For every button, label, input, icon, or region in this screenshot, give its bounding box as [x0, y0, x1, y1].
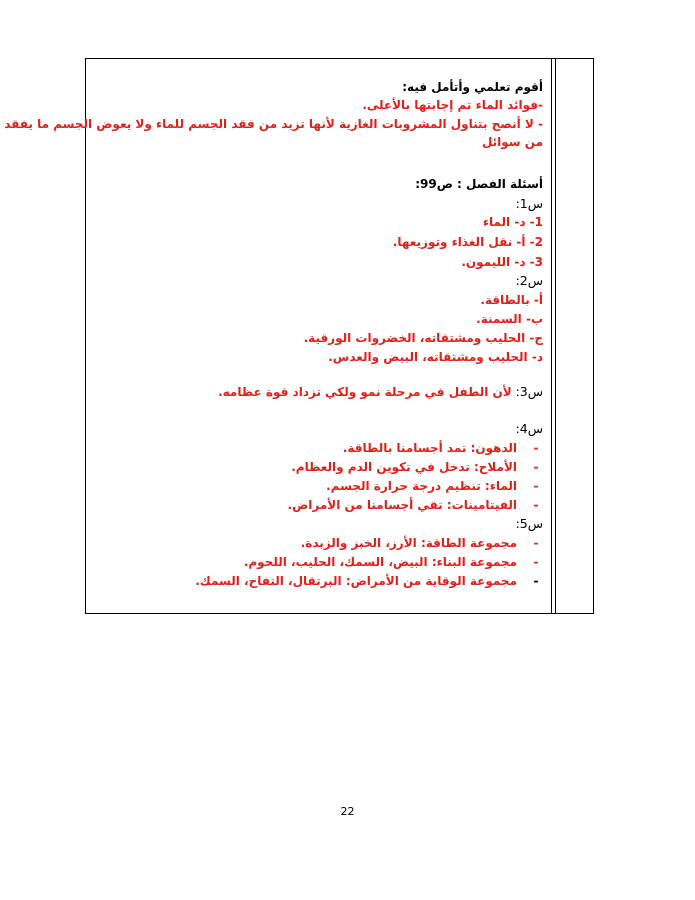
question-3-label: س3: — [515, 384, 543, 399]
q4-item: - الماء: تنظيم درجة حرارة الجسم. — [86, 478, 547, 494]
q4-item: - الفيتامينات: تقي أجسامنا من الأمراض. — [86, 497, 547, 513]
q2-answer-c: ج- الحليب ومشتقاته، الخضروات الورقية. — [303, 331, 543, 345]
q4-item: - الدهون: تمد أجسامنا بالطاقة. — [86, 440, 547, 456]
content-cell — [4, 59, 547, 613]
q4-item: - الأملاح: تدخل في تكوين الدم والعظام. — [86, 459, 547, 475]
advice-line-1: - لا أنصح بتناول المشروبات الغازية لأنها تزيد من فقد الجسم للماء ولا يعوض الجسم ما يفقد — [4, 117, 543, 131]
column-divider-inner — [555, 59, 556, 613]
q1-answer-3: 3- د- الليمون. — [461, 255, 543, 269]
bullet-dash: - — [533, 536, 539, 550]
q3-answer: لأن الطفل في مرحلة نمو ولكي تزداد قوة عظامه. — [218, 385, 512, 399]
question-4-label: س4: — [515, 421, 543, 436]
bullet-dash: - — [533, 441, 539, 455]
q2-answer-d: د- الحليب ومشتقاته، البيض والعدس. — [328, 350, 543, 364]
q5-item: - مجموعة الوقاية من الأمراض: البرتقال، التفاح، السمك. — [86, 573, 547, 589]
reflection-heading: أقوم تعلمي وأتأمل فيه: — [402, 80, 543, 94]
bullet-dash: - — [533, 460, 539, 474]
bullet-dash: - — [533, 555, 539, 569]
lesson-table — [4, 58, 594, 614]
bullet-dash: - — [533, 479, 539, 493]
water-benefits-line: -فوائد الماء تم إجابتها بالأعلى. — [362, 98, 543, 112]
bullet-dash: - — [533, 498, 539, 512]
q2-answer-a: أ- بالطاقة. — [480, 293, 543, 307]
q2-answer-b: ب- السمنة. — [476, 312, 543, 326]
bullet-dash: - — [533, 574, 539, 588]
question-5-label: س5: — [515, 516, 543, 531]
question-3-row — [218, 384, 543, 400]
page-number: 22 — [340, 805, 355, 818]
question-2-label: س2: — [515, 273, 543, 288]
q5-item: - مجموعة الطاقة: الأرز، الخبز والزبدة. — [86, 535, 547, 551]
question-1-label: س1: — [515, 196, 543, 211]
chapter-questions-heading: أسئلة الفصل : ص99: — [415, 177, 543, 191]
advice-line-2: من سوائل — [481, 135, 543, 149]
column-divider — [551, 59, 552, 613]
q1-answer-2: 2- أ- نقل الغذاء وتوزيعها. — [392, 235, 543, 249]
q1-answer-1: 1- د- الماء — [482, 215, 543, 229]
q5-item: - مجموعة البناء: البيض، السمك، الحليب، اللحوم. — [86, 554, 547, 570]
